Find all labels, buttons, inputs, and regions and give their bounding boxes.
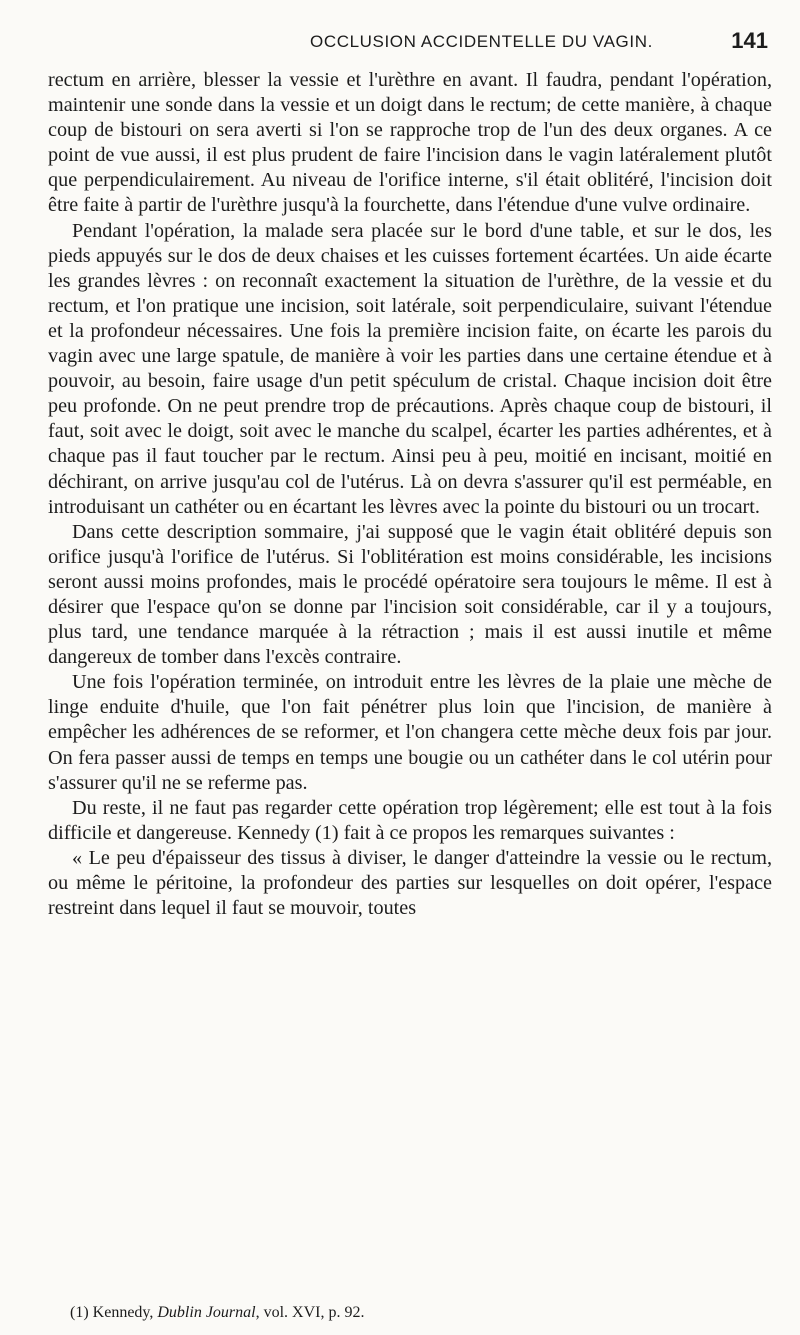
footnote-suffix: , vol. XVI, p. 92. bbox=[255, 1304, 365, 1321]
paragraph: Du reste, il ne faut pas regarder cette opération trop légèrement; elle est tout à la fois difficile et dangereuse. Kennedy (1) fait à ce propos les remarques suivantes : bbox=[48, 796, 772, 844]
paragraph: « Le peu d'épaisseur des tissus à diviser, le danger d'atteindre la vessie ou le rectum, ou même le péritoine, la profondeur des parties sur lesquelles on doit opérer, l'espace restreint dans lequel il faut se mouvoir, toutes bbox=[48, 846, 772, 920]
page-number: 141 bbox=[731, 28, 768, 53]
paragraph: Une fois l'opération terminée, on introduit entre les lèvres de la plaie une mèche de linge enduite d'huile, que l'on fait pénétrer plus loin que l'incision, de manière à empêcher les adhérences de se reformer, et l'on changera cette mèche deux fois par jour. On fera passer aussi de temps en temps une bougie ou un cathéter dans le col utérin pour s'assurer qu'il ne se referme pas. bbox=[48, 671, 772, 794]
footnote bbox=[70, 1304, 364, 1322]
paragraph: Pendant l'opération, la malade sera placée sur le bord d'une table, et sur le dos, les pieds appuyés sur le dos de deux chaises et les cuisses fortement écartées. Un aide écarte les grandes lèvres : on reconnaît exactement la situation de l'urèthre, de la vessie et du rectum, et l'on pratique une incision, soit latérale, soit perpendiculaire, suivant l'étendue et la profondeur nécessaires. Une fois la première incision faite, on écarte les parois du vagin avec une large spatule, de manière à voir les parties dans une certaine étendue et à pouvoir, au besoin, faire usage d'un petit spéculum de cristal. Chaque incision doit être peu profonde. On ne peut prendre trop de précautions. Après chaque coup de bistouri, il faut, soit avec le doigt, soit avec le manche du scalpel, écarter les parties adhérentes, et à chaque pas il faut toucher par le rectum. Ainsi peu à peu, moitié en incisant, moitié en déchirant, on arrive jusqu'au col de l'utérus. Là on devra s'assurer qu'il est perméable, en introduisant un cathéter ou en écartant les lèvres avec la pointe du bistouri ou un trocart. bbox=[48, 219, 772, 518]
running-title: OCCLUSION ACCIDENTELLE DU VAGIN. bbox=[310, 32, 653, 51]
footnote-journal: Dublin Journal bbox=[157, 1304, 256, 1321]
paragraph: Dans cette description sommaire, j'ai supposé que le vagin était oblitéré depuis son orifice jusqu'à l'orifice de l'utérus. Si l'oblitération est moins considérable, les incisions seront aussi moins profondes, mais le procédé opératoire sera toujours le même. Il est à désirer que l'espace qu'on se donne par l'incision soit considérable, car il y a toujours, plus tard, une tendance marquée à la rétraction ; mais il est aussi inutile et même dangereux de tomber dans l'excès contraire. bbox=[48, 520, 772, 669]
paragraph: rectum en arrière, blesser la vessie et l'urèthre en avant. Il faudra, pendant l'opération, maintenir une sonde dans la vessie et un doigt dans le rectum; de cette manière, à chaque coup de bistouri on sera averti si l'on se rapproche trop de l'un des deux organes. A ce point de vue aussi, il est plus prudent de faire l'incision dans le vagin latéralement plutôt que perpendiculairement. Au niveau de l'orifice interne, s'il était oblitéré, l'incision doit être faite à partir de l'urèthre jusqu'à la fourchette, dans l'étendue d'une vulve ordinaire. bbox=[48, 69, 772, 217]
page-header bbox=[240, 30, 770, 60]
body-text bbox=[48, 68, 772, 921]
footnote-prefix: (1) Kennedy, bbox=[70, 1304, 158, 1321]
